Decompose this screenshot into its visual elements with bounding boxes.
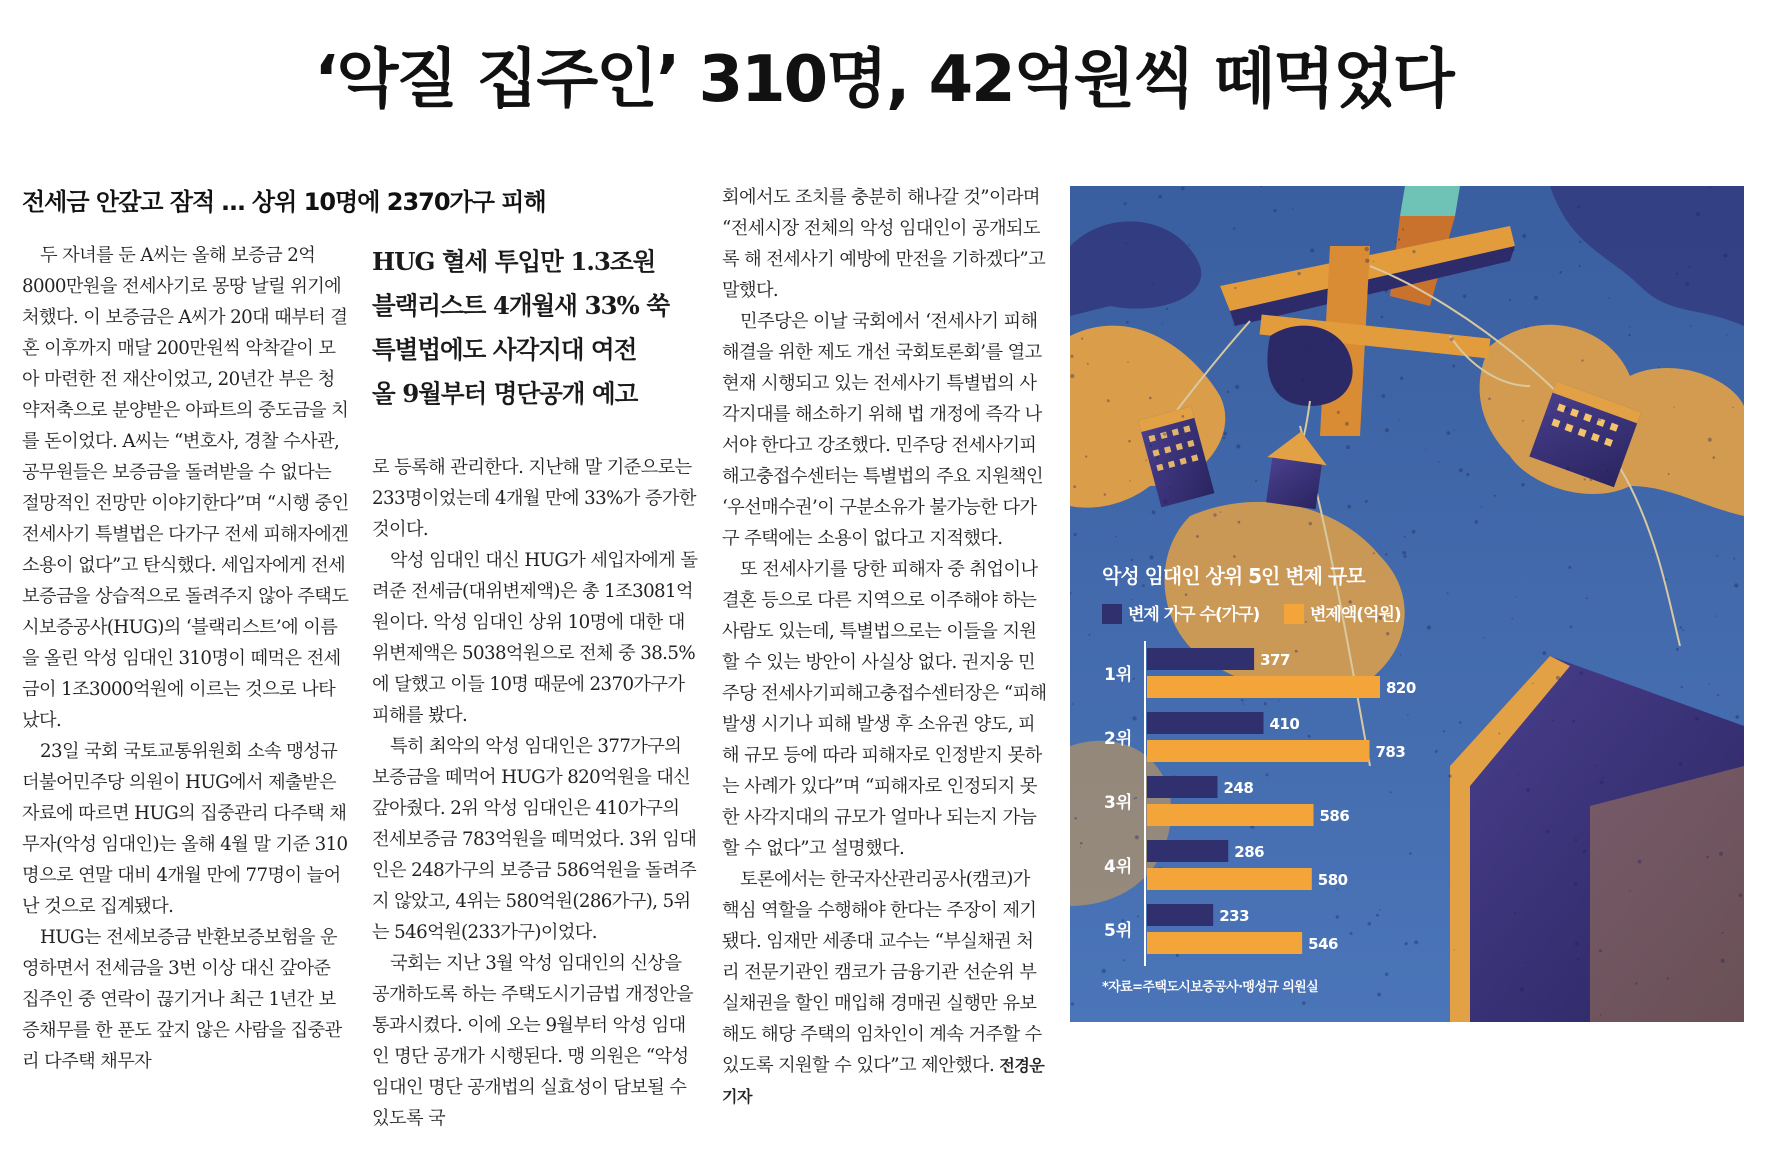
- paragraph: 민주당은 이날 국회에서 ‘전세사기 피해 해결을 위한 제도 개선 국회토론회’를 열고 현재 시행되고 있는 전세사기 특별법의 사각지대를 해소하기 위해 법 개정에 즉각 나서야 한다고 강조했다. 민주당 전세사기피해고충접수센터는 특별법의 주요 지원책인 ‘우선매수권’이 구분소유가 불가능한 다가구 주택에는 소용이 없다고 지적했다.: [722, 311, 1043, 549]
- paragraph: 로 등록해 관리한다. 지난해 말 기준으로는 233명이었는데 4개월 만에 33%가 증가한 것이다.: [372, 457, 696, 540]
- paragraph: 악성 임대인 대신 HUG가 세입자에게 돌려준 전세금(대위변제액)은 총 1조3081억원이다. 악성 임대인 상위 10명에 대한 대위변제액은 5038억원으로 전체 중 38.5%에 달했고 이들 10명 때문에 2370가구가 피해를 봤다.: [372, 550, 698, 726]
- bar-amount: [1147, 932, 1302, 954]
- deck-headlines: [372, 240, 702, 416]
- paragraph: 23일 국회 국토교통위원회 소속 맹성규 더불어민주당 의원이 HUG에서 제출받은 자료에 따르면 HUG의 집중관리 다주택 채무자(악성 임대인)는 올해 4월 말 기준 310명으로 연말 대비 4개월 만에 77명이 늘어난 것으로 집계됐다.: [22, 741, 348, 917]
- large-building-shade: [1590, 766, 1744, 1022]
- illustration-with-chart: [1070, 186, 1744, 1022]
- chart-source: *자료=주택도시보증공사·맹성규 의원실: [1102, 980, 1319, 995]
- bar-value-label: 580: [1317, 871, 1348, 889]
- article-column-3: [722, 182, 1050, 1112]
- bar-value-label: 783: [1375, 743, 1406, 761]
- deck-line: 특별법에도 사각지대 여전: [372, 335, 637, 364]
- bar-households: [1147, 712, 1264, 734]
- paragraph: 국회는 지난 3월 악성 임대인의 신상을 공개하도록 하는 주택도시기금법 개정안을 통과시켰다. 이에 오는 9월부터 악성 임대인 명단 공개가 시행된다. 맹 의원은 “악성 임대인 명단 공개법의 실효성이 담보될 수 있도록 국: [372, 953, 693, 1129]
- article-column-2: [372, 452, 700, 1134]
- paragraph: 두 자녀를 둔 A씨는 올해 보증금 2억8000만원을 전세사기로 몽땅 날릴 위기에 처했다. 이 보증금은 A씨가 20대 때부터 결혼 이후까지 매달 200만원씩 악착같이 모아 마련한 전 재산이었고, 20년간 부은 청약저축으로 분양받은 아파트의 중도금을 치를 돈이었다. A씨는 “변호사, 경찰 수사관, 공무원들은 보증금을 돌려받을 수 없다는 절망적인 전망만 이야기한다”며 “시행 중인 전세사기 특별법은 다가구 전세 피해자에겐 소용이 없다”고 탄식했다. 세입자에게 전세보증금을 상습적으로 돌려주지 않아 주택도시보증공사(HUG)의 ‘블랙리스트’에 이름을 올린 악성 임대인 310명이 떼먹은 전세금이 1조3000억원에 이르는 것으로 나타났다.: [22, 245, 349, 731]
- bar-amount: [1147, 676, 1380, 698]
- category-label: 2위: [1104, 729, 1133, 749]
- bar-value-label: 377: [1260, 651, 1290, 669]
- headline: ‘악질 집주인’ 310명, 42억원씩 떼먹었다: [314, 43, 1453, 117]
- category-label: 3위: [1104, 793, 1133, 813]
- legend-label-amount: 변제액(억원): [1310, 605, 1401, 625]
- bar-households: [1147, 648, 1254, 670]
- bar-amount: [1147, 868, 1312, 890]
- deck-line: HUG 혈세 투입만 1.3조원: [372, 247, 656, 276]
- bar-value-label: 248: [1223, 779, 1254, 797]
- legend-swatch-households: [1102, 604, 1122, 624]
- category-label: 1위: [1104, 665, 1133, 685]
- paragraph-text: 토론에서는 한국자산관리공사(캠코)가 핵심 역할을 수행해야 한다는 주장이 제기됐다. 임재만 세종대 교수는 “부실채권 처리 전문기관인 캠코가 금융기관 선순위 부실채권을 할인 매입해 경매권 실행만 유보해도 해당 주택의 임차인이 계속 거주할 수 있도록 지원할 수 있다”고 제안했다.: [722, 869, 1042, 1076]
- paragraph: HUG는 전세보증금 반환보증보험을 운영하면서 전세금을 3번 이상 대신 갚아준 집주인 중 연락이 끊기거나 최근 1년간 보증채무를 한 푼도 갚지 않은 사람을 집중관리 다주택 채무자: [22, 927, 342, 1072]
- bar-amount: [1147, 804, 1314, 826]
- bar-value-label: 233: [1219, 907, 1250, 925]
- deck-line: 올 9월부터 명단공개 예고: [372, 379, 638, 408]
- legend-label-households: 변제 가구 수(가구): [1128, 605, 1260, 625]
- bar-amount: [1147, 740, 1369, 762]
- article-column-1: [22, 240, 350, 1077]
- bar-value-label: 546: [1308, 935, 1338, 953]
- bar-value-label: 410: [1269, 715, 1300, 733]
- chart-title: 악성 임대인 상위 5인 변제 규모: [1102, 564, 1365, 588]
- deck-line: 블랙리스트 4개월새 33% 쑥: [372, 291, 670, 320]
- bar-value-label: 586: [1319, 807, 1350, 825]
- bar-households: [1147, 840, 1228, 862]
- category-label: 5위: [1104, 921, 1133, 941]
- paragraph: [722, 864, 1050, 1112]
- bar-households: [1147, 904, 1213, 926]
- bar-households: [1147, 776, 1217, 798]
- subheadline: 전세금 안갚고 잠적 … 상위 10명에 2370가구 피해: [22, 188, 546, 216]
- paragraph: 또 전세사기를 당한 피해자 중 취업이나 결혼 등으로 다른 지역으로 이주해야 하는 사람도 있는데, 특별법으로는 이들을 지원할 수 있는 방안이 사실상 없다. 권지웅 민주당 전세사기피해고충접수센터장은 “피해 발생 시기나 피해 발생 후 소유권 양도, 피해 규모 등에 따라 피해자로 인정받지 못하는 사례가 있다”며 “피해자로 인정되지 못한 사각지대의 규모가 얼마나 되는지 가늠할 수 없다”고 설명했다.: [722, 559, 1047, 859]
- byline: 전경운 기자: [722, 1056, 1045, 1106]
- paragraph: 특히 최악의 악성 임대인은 377가구의 보증금을 떼먹어 HUG가 820억원을 대신 갚아줬다. 2위 악성 임대인은 410가구의 전세보증금 783억원을 떼먹었다. 3위 임대인은 248가구의 보증금 586억원을 돌려주지 않았고, 4위는 580억원(286가구), 5위는 546억원(233가구)이었다.: [372, 736, 697, 943]
- category-label: 4위: [1104, 857, 1133, 877]
- sleeve-cuff: [1400, 186, 1460, 216]
- bar-value-label: 820: [1386, 679, 1416, 697]
- legend-swatch-amount: [1284, 604, 1304, 624]
- paragraph: 회에서도 조치를 충분히 해나갈 것”이라며 “전세시장 전체의 악성 임대인이 공개되도록 해 전세사기 예방에 만전을 기하겠다”고 말했다.: [722, 187, 1046, 301]
- bar-value-label: 286: [1234, 843, 1265, 861]
